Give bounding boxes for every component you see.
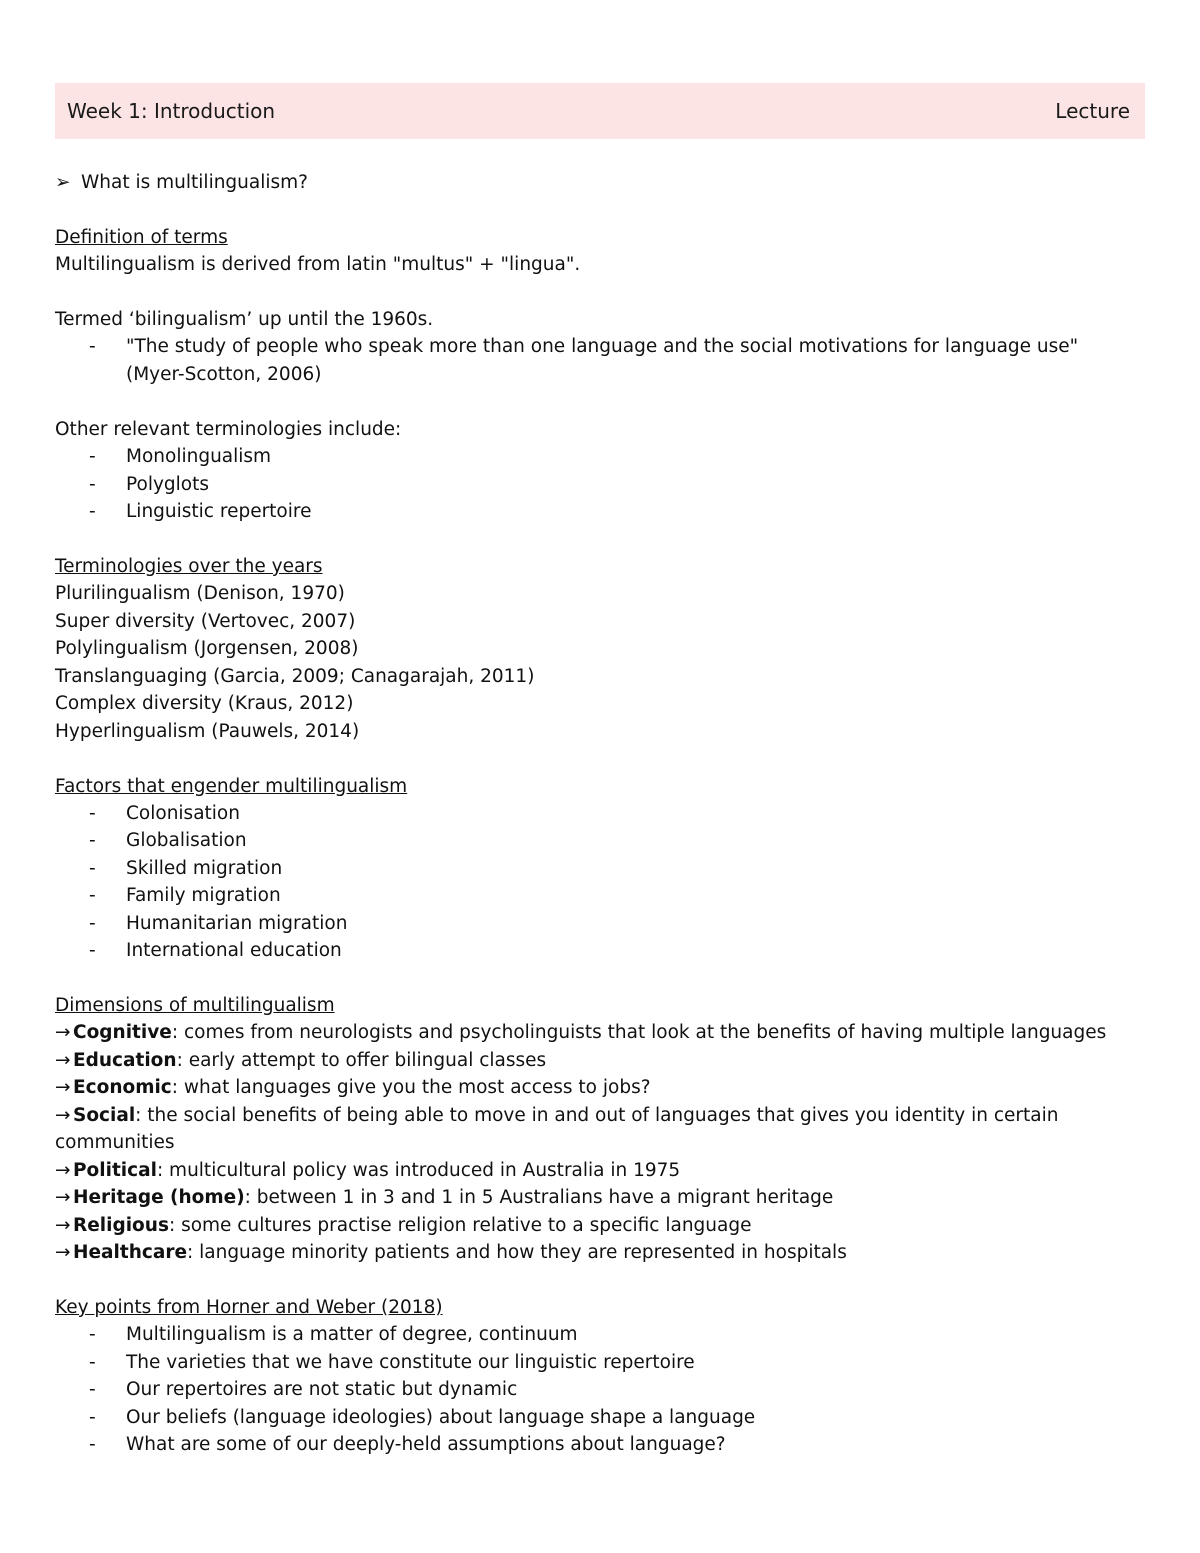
list-item: - What are some of our deeply-held assumptions about language?	[55, 1431, 1145, 1459]
list-item: - Multilingualism is a matter of degree, continuum	[55, 1321, 1145, 1349]
dimension-term: Social	[73, 1104, 136, 1126]
dimension-desc: : between 1 in 3 and 1 in 5 Australians have a migrant heritage	[244, 1187, 834, 1208]
arrow-icon: →	[55, 1187, 71, 1208]
dimension-item	[55, 1239, 1145, 1267]
list-item: - Family migration	[55, 882, 1145, 910]
lecture-tag: Lecture	[1055, 99, 1130, 123]
dimension-desc: : language minority patients and how they are represented in hospitals	[187, 1242, 847, 1263]
list-item: - Our beliefs (language ideologies) about language shape a language	[55, 1404, 1145, 1432]
arrow-bullet-icon: ➢	[55, 172, 71, 193]
dimension-term: Healthcare	[73, 1242, 187, 1263]
definition-line: Multilingualism is derived from latin "multus" + "lingua".	[55, 253, 581, 275]
heading-keypoints: Key points from Horner and Weber (2018)	[55, 1297, 443, 1318]
other-terms-intro: Other relevant terminologies include:	[55, 418, 402, 440]
dimension-item	[55, 1212, 1145, 1240]
dimension-item	[55, 1074, 1145, 1102]
quote-item	[55, 333, 1145, 388]
terminology-item: Translanguaging (Garcia, 2009; Canagarajah, 2011)	[55, 665, 535, 687]
list-item: - Our repertoires are not static but dynamic	[55, 1376, 1145, 1404]
week-title: Week 1: Introduction	[67, 99, 276, 123]
dimension-desc: : early attempt to offer bilingual classes	[176, 1049, 547, 1071]
dimension-term: Cognitive	[73, 1022, 172, 1043]
arrow-icon: →	[55, 1077, 71, 1098]
list-item: - Linguistic repertoire	[55, 498, 1145, 526]
list-item: - International education	[55, 937, 1145, 965]
dimension-term: Religious	[73, 1214, 169, 1236]
dimension-term: Heritage (home)	[73, 1187, 245, 1208]
terminology-item: Hyperlingualism (Pauwels, 2014)	[55, 720, 360, 742]
dimension-item	[55, 1184, 1145, 1212]
arrow-icon: →	[55, 1022, 71, 1043]
quote-citation: (Myer-Scotton, 2006)	[126, 363, 322, 385]
list-item: - Skilled migration	[55, 855, 1145, 883]
dimension-item	[55, 1019, 1145, 1047]
arrow-icon: →	[55, 1214, 71, 1236]
heading-definition: Definition of terms	[55, 226, 228, 248]
list-item: - The varieties that we have constitute our linguistic repertoire	[55, 1349, 1145, 1377]
dimension-term: Economic	[73, 1077, 172, 1098]
dimension-term: Political	[73, 1159, 157, 1181]
dimension-item	[55, 1157, 1145, 1185]
dimension-desc: : comes from neurologists and psycholinguists that look at the benefits of having multiple languages	[171, 1022, 1107, 1043]
arrow-icon: →	[55, 1159, 71, 1181]
list-item: - Colonisation	[55, 800, 1145, 828]
heading-factors: Factors that engender multilingualism	[55, 775, 408, 797]
section-question	[55, 169, 1145, 196]
question-text: What is multilingualism?	[81, 172, 308, 193]
dimension-desc: : some cultures practise religion relative to a specific language	[168, 1214, 752, 1236]
dimension-desc: : multicultural policy was introduced in Australia in 1975	[156, 1159, 681, 1181]
arrow-icon: →	[55, 1104, 71, 1126]
dimension-item	[55, 1047, 1145, 1075]
terminology-item: Plurilingualism (Denison, 1970)	[55, 583, 345, 604]
heading-dimensions: Dimensions of multilingualism	[55, 995, 335, 1016]
dimension-desc: : what languages give you the most access to jobs?	[171, 1077, 651, 1098]
notes-content	[55, 83, 1145, 1459]
terminology-item: Super diversity (Vertovec, 2007)	[55, 610, 356, 632]
quote-list	[55, 333, 1145, 388]
other-terms-list	[55, 443, 1145, 526]
keypoints-list	[55, 1321, 1145, 1459]
bilingualism-line: Termed ‘bilingualism’ up until the 1960s.	[55, 308, 434, 330]
arrow-icon: →	[55, 1049, 71, 1071]
list-item: - Globalisation	[55, 827, 1145, 855]
list-item: - Humanitarian migration	[55, 910, 1145, 938]
factors-list	[55, 800, 1145, 965]
quote-text: "The study of people who speak more than one language and the social motivations for language use"	[126, 336, 1079, 357]
heading-terminologies: Terminologies over the years	[55, 556, 323, 577]
terminology-item: Complex diversity (Kraus, 2012)	[55, 693, 354, 714]
week-header	[55, 83, 1145, 139]
dimension-term: Education	[73, 1049, 177, 1071]
dimension-item	[55, 1102, 1145, 1157]
dimension-desc: : the social benefits of being able to move in and out of languages that gives you identity in certain communities	[55, 1104, 1059, 1153]
list-item: - Monolingualism	[55, 443, 1145, 471]
arrow-icon: →	[55, 1242, 71, 1263]
list-item: - Polyglots	[55, 471, 1145, 499]
terminology-item: Polylingualism (Jorgensen, 2008)	[55, 638, 359, 659]
